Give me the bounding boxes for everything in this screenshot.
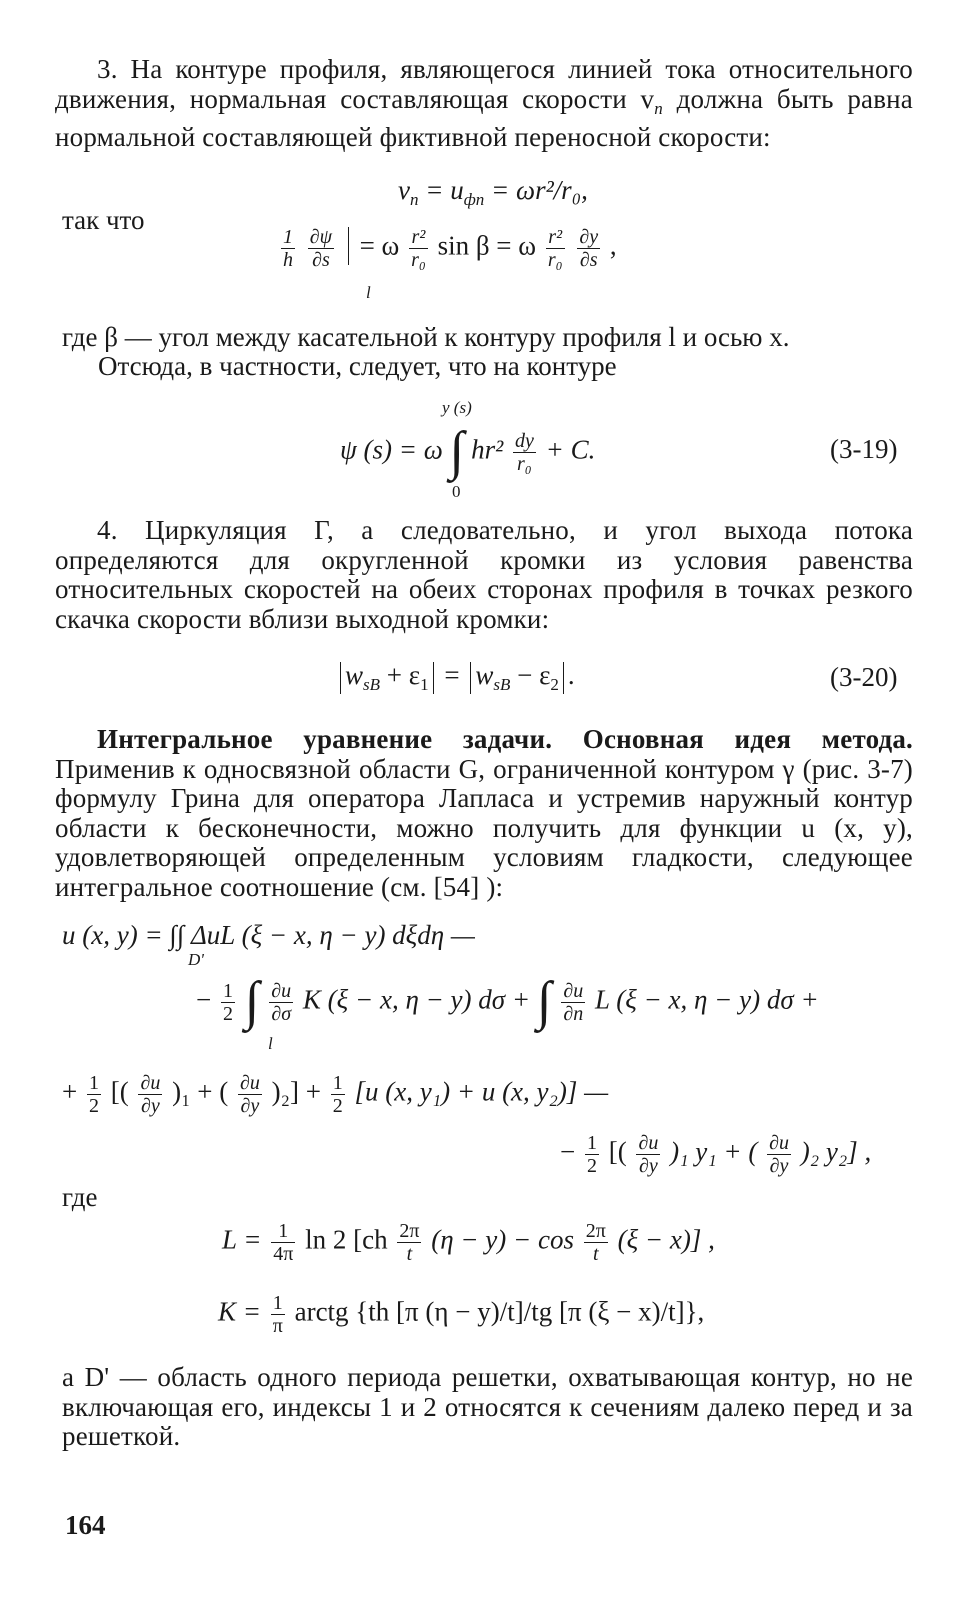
frac-den: t [593,1243,599,1265]
text-gde: где [62,1182,98,1212]
formula-L [222,1220,715,1265]
integral-limit: l [268,1034,273,1053]
frac-den: 2 [586,1155,597,1177]
evaluation-bar [348,227,349,265]
integral-sign: ∫ [536,970,552,1031]
section-heading: Интегральное уравнение задачи. Основная идея метода. [97,724,913,754]
fraction [513,430,536,475]
frac-den: ∂y [240,1095,260,1117]
formula-part: L = [222,1224,262,1255]
formula-part: )₂] + [271,1076,321,1107]
formula-part: = u [418,175,464,205]
fraction [221,980,235,1025]
frac-num: ∂ψ [309,226,333,248]
frac-num: ∂u [140,1072,161,1094]
paragraph-otsyuda: Отсюда, в частности, следует, что на контуре [98,351,617,381]
equation-line-1: u (x, y) = ∫∫ ΔuL (ξ − x, η − y) dξdη — [62,920,475,950]
fraction [238,1072,262,1117]
formula-part: )₁ + ( [172,1076,229,1107]
frac-num: 1 [586,1132,597,1154]
formula-part: )₁ y₁ + ( [670,1136,758,1167]
fraction [577,226,600,271]
formula-3-19 [340,420,596,481]
formula-part: )₂ y₂] , [800,1136,872,1167]
fraction [281,226,295,271]
formula-K [218,1292,704,1337]
domain-subscript: D' [188,950,204,969]
fraction [585,1132,599,1177]
subscript: n [654,98,663,118]
formula-part: hr² [471,434,504,465]
formula-part: K = [218,1296,261,1327]
formula-sub: n [409,190,419,209]
formula-part: w [475,660,494,690]
frac-num: 1 [271,1292,285,1315]
frac-den: ∂s [312,249,330,271]
frac-den: r₀ [517,453,532,475]
frac-den: 4π [273,1243,294,1265]
frac-num: 1 [283,226,293,248]
frac-den: ∂y [141,1095,160,1117]
frac-den: 2 [222,1003,233,1025]
frac-num: r² [409,226,428,249]
formula-part: , [609,230,617,261]
frac-den: ∂y [769,1155,789,1177]
frac-num: 1 [88,1072,99,1094]
formula-sub: sB [363,675,381,694]
paragraph-item-4: 4. Циркуляция Г, а следовательно, и угол выхода потока определяются для округленной кромки из условия равенства относительных скоростей на обеих сторонах профиля в точках резкого скачка скорости вблизи выходной кромки: [55,515,913,634]
fraction [561,980,585,1025]
frac-num: ∂u [638,1132,659,1154]
paragraph-text-rest: должна быть равна нормальной составляющей фиктивной переносной скорости: [55,83,913,152]
formula-part: − [196,984,212,1015]
formula-part: (ξ − x)] , [617,1224,715,1255]
formula-part: [( [110,1076,129,1107]
fraction [87,1072,101,1117]
formula-sub: фn [463,190,485,209]
equation-number: (3-19) [830,434,898,464]
frac-num: ∂y [579,226,599,248]
formula-part: w [345,660,364,690]
formula-part: + ε [380,660,421,690]
frac-num: r² [546,226,565,249]
frac-num: 2π [585,1220,606,1242]
formula-dpsi-ds [278,226,617,271]
frac-den: ∂y [639,1155,658,1177]
frac-den: π [272,1315,283,1337]
bar-limit: l [366,283,371,302]
formula-part: ψ (s) = ω [340,434,443,465]
formula-part: + [62,1076,78,1107]
abs-bar [340,662,341,694]
paragraph-text: Применив к односвязной области G, ограниченной контуром γ (рис. 3-7) формулу Грина для оператора Лапласа и устремив наружный контур области к бесконечности, можно получить для функции u (x, y), удовлетворяющей определенным условиям гладкости, следующее интегральное соотношение (см. [54] ): [55,753,913,902]
formula-sub: 1 [420,675,429,694]
integral-upper-limit: y (s) [442,398,472,417]
fraction [636,1132,660,1177]
frac-den: h [283,249,293,271]
frac-den: r₀ [547,249,563,271]
fraction [409,226,428,271]
frac-den: r₀ [411,249,426,271]
frac-den: ∂n [563,1003,584,1025]
formula-part: [( [608,1136,627,1167]
paragraph-beta: где β — угол между касательной к контуру профиля l и осью x. [62,322,790,352]
frac-den: ∂s [579,249,598,271]
fraction [138,1072,162,1117]
formula-part: L (ξ − x, η − y) dσ + [595,984,819,1015]
formula-part: (η − y) − cos [431,1224,574,1255]
fraction [331,1072,345,1117]
paragraph-domain-description: а D' — область одного периода решетки, охватывающая контур, но не включающая его, индексы 1 и 2 относятся к сечениям далеко перед и за решеткой. [62,1362,913,1451]
paragraph-text: 3. На контуре профиля, являющегося линией тока относительного движения, нормальная составляющая скорости v [55,54,913,114]
fraction [269,980,293,1025]
abs-bar [563,662,564,694]
text-tak-chto: так что [62,205,145,235]
frac-num: ∂u [769,1132,789,1154]
formula-part: = [437,660,467,690]
frac-num: ∂u [271,980,292,1002]
frac-num: ∂u [239,1072,260,1094]
formula-sub: 2 [550,675,559,694]
formula-part: − ε [510,660,551,690]
formula-part: . [567,660,575,690]
formula-part: v [398,175,410,205]
frac-den: 2 [88,1095,99,1117]
fraction [271,1292,285,1337]
formula-part: arctg {th [π (η − y)/t]/tg [π (ξ − x)/t]}, [294,1296,705,1327]
formula-part: K (ξ − x, η − y) dσ + [302,984,531,1015]
integral-sign: ∫ [244,970,260,1031]
frac-num: 1 [332,1072,343,1094]
equation-line-4 [560,1132,871,1177]
paragraph-integral-equation [55,725,913,902]
fraction [584,1220,608,1265]
equation-number: (3-20) [830,662,898,692]
abs-bar [470,662,471,694]
formula-part: + C. [545,434,596,465]
page-number: 164 [65,1510,106,1540]
fraction [308,226,334,271]
fraction [397,1220,421,1265]
formula-part: [u (x, y₁) + u (x, y₂)] — [354,1076,609,1107]
formula-part: ln 2 [ch [305,1224,388,1255]
formula-vn [398,175,588,210]
frac-num: dy [514,430,534,452]
formula-part: = ωr²/r₀, [484,175,588,205]
fraction [271,1220,295,1265]
frac-num: ∂u [563,980,584,1002]
formula-part: = ω [359,230,400,261]
frac-den: 2 [332,1095,343,1117]
equation-line-2 [196,970,819,1031]
integral-lower-limit: 0 [452,482,461,501]
formula-3-20 [336,660,575,695]
frac-den: ∂σ [271,1003,292,1025]
fraction [546,226,565,271]
formula-sub: sB [493,675,511,694]
frac-num: 2π [399,1220,420,1242]
frac-num: 1 [222,980,233,1002]
formula-part: sin β = ω [437,230,537,261]
paragraph-item-3 [55,55,913,153]
equation-line-3 [62,1072,608,1117]
integral-sign: ∫ [449,420,465,481]
formula-part: − [560,1136,576,1167]
abs-bar [433,662,434,694]
frac-num: 1 [271,1220,295,1243]
fraction [767,1132,791,1177]
frac-den: t [406,1243,413,1265]
